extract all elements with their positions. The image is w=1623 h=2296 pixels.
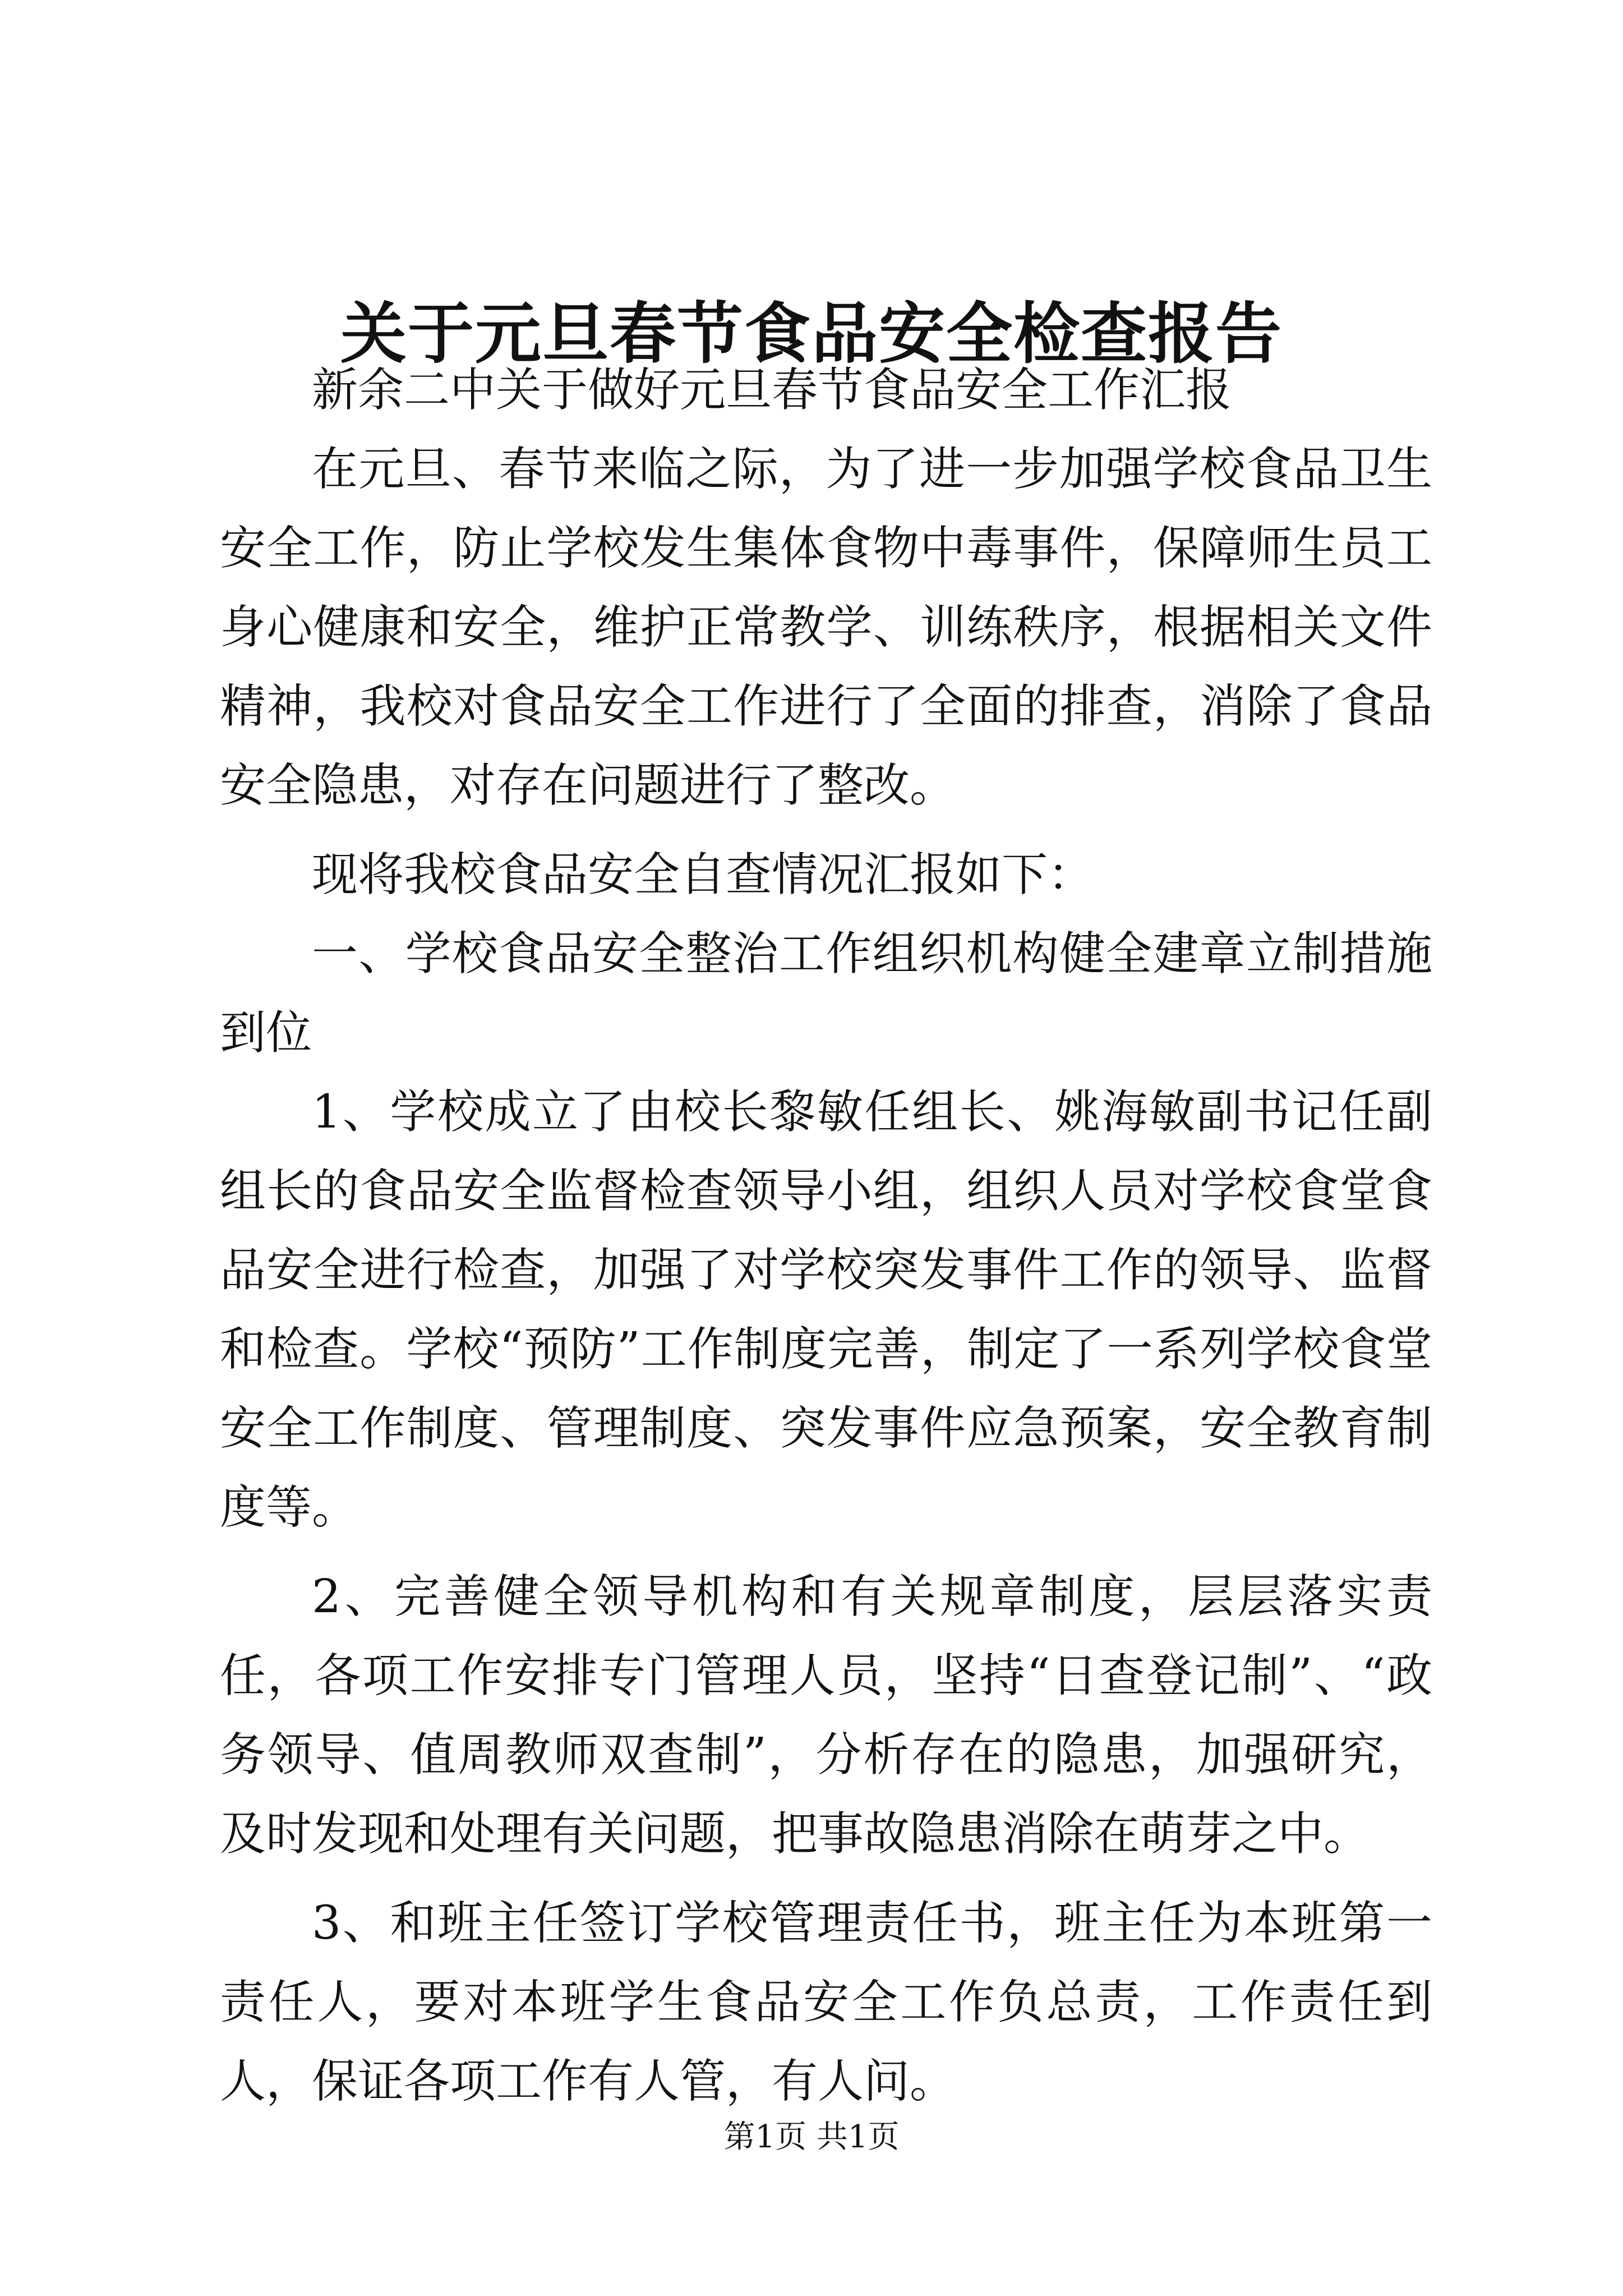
paragraph-report-lead: 现将我校食品安全自查情况汇报如下： xyxy=(312,848,1094,901)
paragraph-item-2: 2、完善健全领导机构和有关规章制度，层层落实责任，各项工作安排专门管理人员，坚持“日查登记制”、“政务领导、值周教师双查制”，分析存在的隐患，加强研究，及时发现和处理有关问题，把事故隐患消除在萌芽之中。 xyxy=(220,1570,1432,1861)
paragraph-subtitle: 新余二中关于做好元旦春节食品安全工作汇报 xyxy=(312,364,1232,417)
paragraph-item-3: 3、和班主任签订学校管理责任书，班主任为本班第一责任人，要对本班学生食品安全工作负总责，工作责任到人，保证各项工作有人管，有人问。 xyxy=(220,1897,1432,2108)
section-heading-1: 一、学校食品安全整治工作组织机构健全建章立制措施到位 xyxy=(220,927,1432,1060)
document-title: 关于元旦春节食品安全检查报告 xyxy=(340,295,1283,372)
paragraph-intro: 在元旦、春节来临之际，为了进一步加强学校食品卫生安全工作，防止学校发生集体食物中毒事件，保障师生员工身心健康和安全，维护正常教学、训练秩序，根据相关文件精神，我校对食品安全工作进行了全面的排查，消除了食品安全隐患，对存在问题进行了整改。 xyxy=(220,443,1432,812)
page-footer: 第1页 共1页 xyxy=(723,2119,900,2155)
paragraph-item-1: 1、学校成立了由校长黎敏任组长、姚海敏副书记任副组长的食品安全监督检查领导小组，组织人员对学校食堂食品安全进行检查，加强了对学校突发事件工作的领导、监督和检查。学校“预防”工作制度完善，制定了一系列学校食堂安全工作制度、管理制度、突发事件应急预案，安全教育制度等。 xyxy=(220,1085,1432,1534)
document-body xyxy=(220,351,1432,2121)
